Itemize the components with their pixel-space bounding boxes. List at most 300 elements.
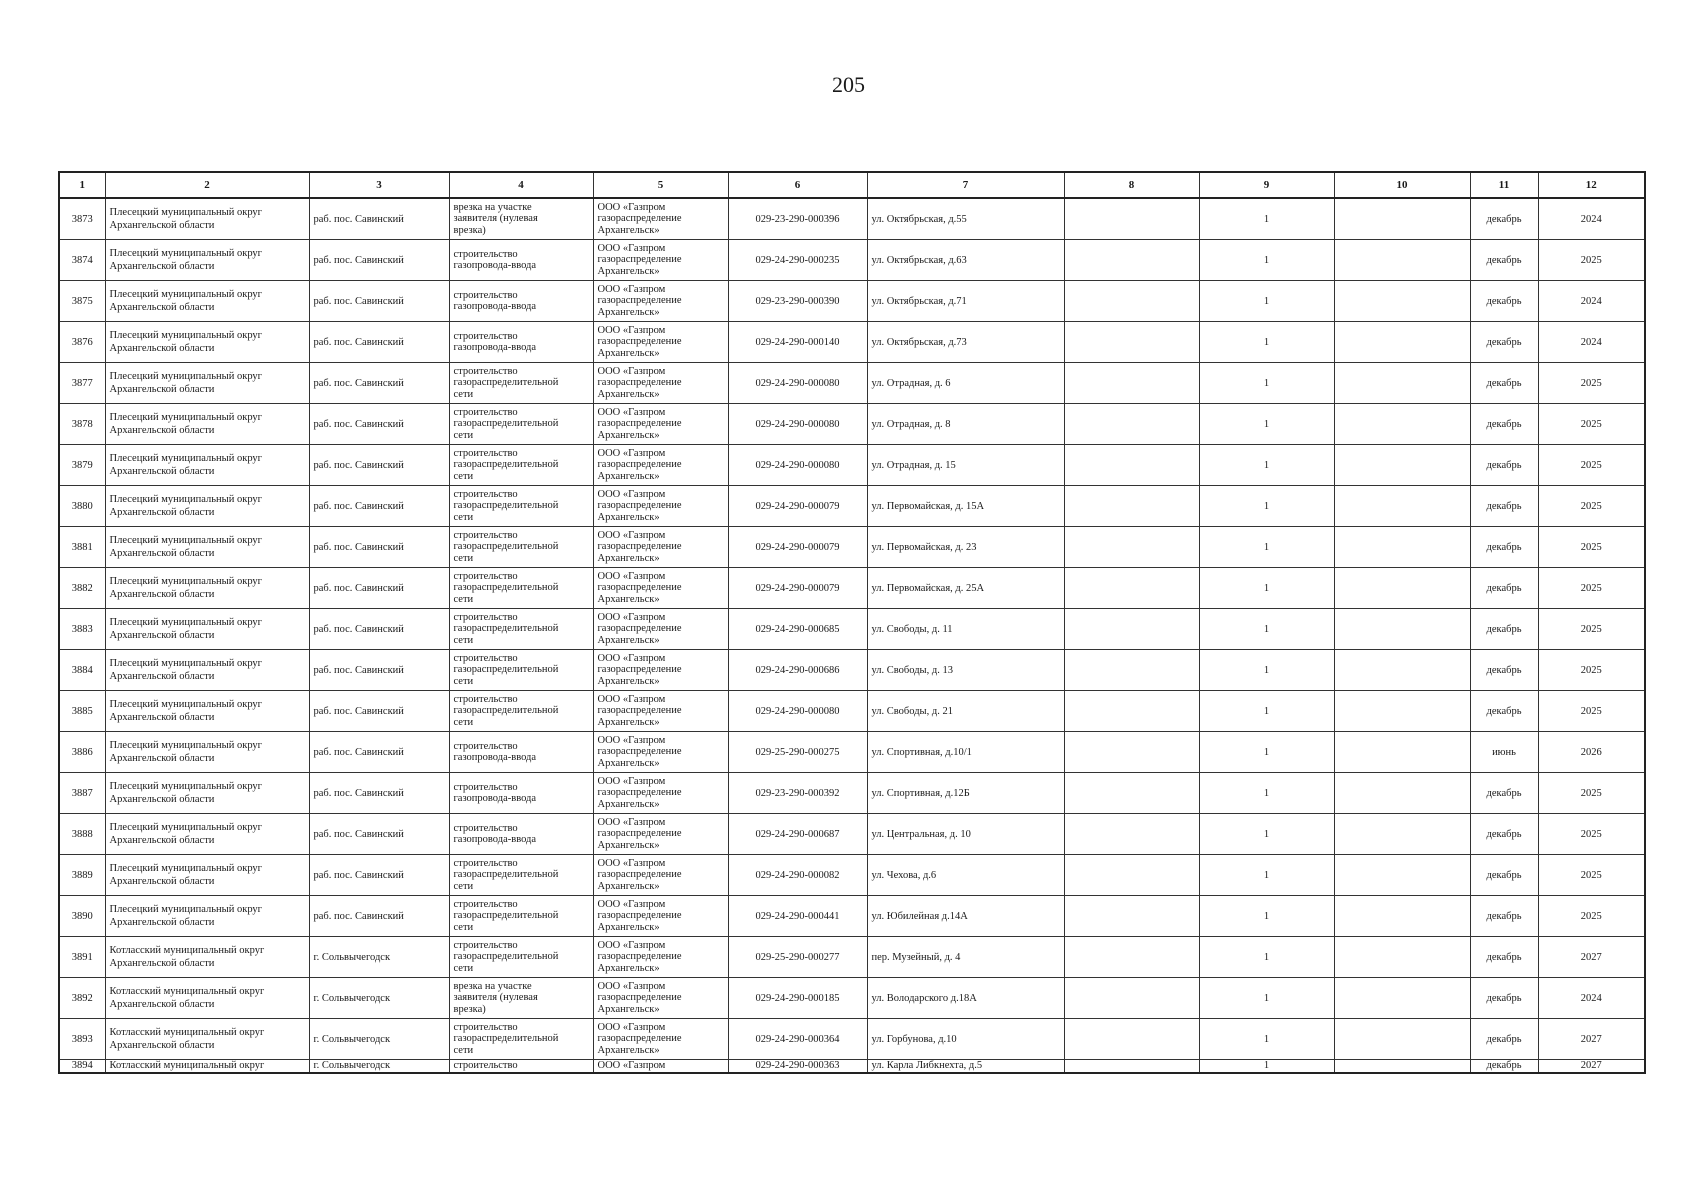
column-8-cell <box>1064 609 1199 650</box>
work-type-cell: строительство газораспределительной сети <box>449 1019 593 1060</box>
municipality-cell: Плесецкий муниципальный округ Архангельской области <box>105 322 309 363</box>
work-type-cell: строительство газораспределительной сети <box>449 404 593 445</box>
count-cell: 1 <box>1199 691 1334 732</box>
year-cell: 2025 <box>1538 527 1645 568</box>
work-type-cell: строительство газопровода-ввода <box>449 281 593 322</box>
column-10-cell <box>1334 855 1470 896</box>
address-cell: ул. Горбунова, д.10 <box>867 1019 1064 1060</box>
municipality-cell: Плесецкий муниципальный округ Архангельской области <box>105 732 309 773</box>
organization-cell: ООО «Газпром газораспределение Архангельск» <box>593 404 728 445</box>
year-cell: 2025 <box>1538 486 1645 527</box>
row-number: 3888 <box>59 814 105 855</box>
address-cell: ул. Октябрьская, д.73 <box>867 322 1064 363</box>
table-row <box>59 855 1645 896</box>
column-8-cell <box>1064 404 1199 445</box>
municipality-cell: Плесецкий муниципальный округ Архангельской области <box>105 404 309 445</box>
municipality-cell: Плесецкий муниципальный округ Архангельской области <box>105 568 309 609</box>
locality-cell: раб. пос. Савинский <box>309 609 449 650</box>
year-cell: 2025 <box>1538 650 1645 691</box>
row-number: 3878 <box>59 404 105 445</box>
application-code-cell: 029-24-290-000364 <box>728 1019 867 1060</box>
column-header-2: 2 <box>105 172 309 198</box>
year-cell: 2025 <box>1538 896 1645 937</box>
locality-cell: раб. пос. Савинский <box>309 240 449 281</box>
column-10-cell <box>1334 691 1470 732</box>
address-cell: ул. Юбилейная д.14А <box>867 896 1064 937</box>
column-8-cell <box>1064 281 1199 322</box>
municipality-cell: Плесецкий муниципальный округ Архангельской области <box>105 691 309 732</box>
table-row <box>59 650 1645 691</box>
work-type-cell: строительство газораспределительной сети <box>449 937 593 978</box>
column-10-cell <box>1334 568 1470 609</box>
row-number: 3883 <box>59 609 105 650</box>
column-header-7: 7 <box>867 172 1064 198</box>
work-type-cell: строительство <box>449 1060 593 1074</box>
organization-cell: ООО «Газпром газораспределение Архангельск» <box>593 322 728 363</box>
municipality-cell: Котласский муниципальный округ Архангельской области <box>105 978 309 1019</box>
column-8-cell <box>1064 937 1199 978</box>
table-row <box>59 198 1645 240</box>
table-body <box>59 198 1645 1073</box>
row-number: 3889 <box>59 855 105 896</box>
table-row <box>59 732 1645 773</box>
organization-cell: ООО «Газпром <box>593 1060 728 1074</box>
table-row <box>59 281 1645 322</box>
application-code-cell: 029-24-290-000363 <box>728 1060 867 1074</box>
count-cell: 1 <box>1199 1019 1334 1060</box>
application-code-cell: 029-24-290-000686 <box>728 650 867 691</box>
year-cell: 2025 <box>1538 609 1645 650</box>
month-cell: декабрь <box>1470 281 1538 322</box>
organization-cell: ООО «Газпром газораспределение Архангельск» <box>593 896 728 937</box>
column-10-cell <box>1334 486 1470 527</box>
table-row <box>59 240 1645 281</box>
locality-cell: раб. пос. Савинский <box>309 732 449 773</box>
row-number: 3873 <box>59 198 105 240</box>
municipality-cell: Плесецкий муниципальный округ Архангельской области <box>105 527 309 568</box>
month-cell: декабрь <box>1470 814 1538 855</box>
column-10-cell <box>1334 609 1470 650</box>
table-row <box>59 363 1645 404</box>
locality-cell: г. Сольвычегодск <box>309 1019 449 1060</box>
locality-cell: раб. пос. Савинский <box>309 486 449 527</box>
organization-cell: ООО «Газпром газораспределение Архангельск» <box>593 691 728 732</box>
locality-cell: раб. пос. Савинский <box>309 404 449 445</box>
address-cell: ул. Центральная, д. 10 <box>867 814 1064 855</box>
year-cell: 2025 <box>1538 855 1645 896</box>
column-10-cell <box>1334 527 1470 568</box>
address-cell: ул. Первомайская, д. 15А <box>867 486 1064 527</box>
count-cell: 1 <box>1199 937 1334 978</box>
year-cell: 2024 <box>1538 322 1645 363</box>
row-number: 3885 <box>59 691 105 732</box>
column-10-cell <box>1334 198 1470 240</box>
table-row <box>59 445 1645 486</box>
count-cell: 1 <box>1199 568 1334 609</box>
locality-cell: г. Сольвычегодск <box>309 1060 449 1074</box>
address-cell: ул. Спортивная, д.12Б <box>867 773 1064 814</box>
count-cell: 1 <box>1199 240 1334 281</box>
address-cell: ул. Володарского д.18А <box>867 978 1064 1019</box>
column-8-cell <box>1064 978 1199 1019</box>
locality-cell: г. Сольвычегодск <box>309 978 449 1019</box>
month-cell: декабрь <box>1470 978 1538 1019</box>
column-header-12: 12 <box>1538 172 1645 198</box>
row-number: 3876 <box>59 322 105 363</box>
municipality-cell: Плесецкий муниципальный округ Архангельской области <box>105 896 309 937</box>
organization-cell: ООО «Газпром газораспределение Архангельск» <box>593 855 728 896</box>
address-cell: ул. Октябрьская, д.63 <box>867 240 1064 281</box>
application-code-cell: 029-24-290-000685 <box>728 609 867 650</box>
month-cell: декабрь <box>1470 568 1538 609</box>
count-cell: 1 <box>1199 281 1334 322</box>
row-number: 3881 <box>59 527 105 568</box>
count-cell: 1 <box>1199 486 1334 527</box>
table-row <box>59 527 1645 568</box>
municipality-cell: Плесецкий муниципальный округ Архангельской области <box>105 814 309 855</box>
column-10-cell <box>1334 363 1470 404</box>
application-code-cell: 029-23-290-000392 <box>728 773 867 814</box>
municipality-cell: Плесецкий муниципальный округ Архангельской области <box>105 609 309 650</box>
work-type-cell: строительство газораспределительной сети <box>449 855 593 896</box>
organization-cell: ООО «Газпром газораспределение Архангельск» <box>593 363 728 404</box>
count-cell: 1 <box>1199 198 1334 240</box>
work-type-cell: строительство газораспределительной сети <box>449 691 593 732</box>
column-8-cell <box>1064 568 1199 609</box>
column-8-cell <box>1064 198 1199 240</box>
work-type-cell: врезка на участке заявителя (нулевая врезка) <box>449 978 593 1019</box>
month-cell: декабрь <box>1470 896 1538 937</box>
column-8-cell <box>1064 896 1199 937</box>
month-cell: декабрь <box>1470 527 1538 568</box>
month-cell: декабрь <box>1470 691 1538 732</box>
column-header-1: 1 <box>59 172 105 198</box>
count-cell: 1 <box>1199 1060 1334 1074</box>
year-cell: 2025 <box>1538 814 1645 855</box>
address-cell: ул. Чехова, д.6 <box>867 855 1064 896</box>
column-header-11: 11 <box>1470 172 1538 198</box>
month-cell: декабрь <box>1470 650 1538 691</box>
address-cell: ул. Спортивная, д.10/1 <box>867 732 1064 773</box>
locality-cell: раб. пос. Савинский <box>309 691 449 732</box>
locality-cell: г. Сольвычегодск <box>309 937 449 978</box>
month-cell: декабрь <box>1470 404 1538 445</box>
row-number: 3880 <box>59 486 105 527</box>
organization-cell: ООО «Газпром газораспределение Архангельск» <box>593 814 728 855</box>
address-cell: ул. Октябрьская, д.71 <box>867 281 1064 322</box>
register-table <box>58 171 1646 1074</box>
column-10-cell <box>1334 773 1470 814</box>
column-8-cell <box>1064 486 1199 527</box>
address-cell: ул. Отрадная, д. 6 <box>867 363 1064 404</box>
municipality-cell: Котласский муниципальный округ Архангельской области <box>105 937 309 978</box>
column-10-cell <box>1334 732 1470 773</box>
work-type-cell: строительство газораспределительной сети <box>449 568 593 609</box>
address-cell: ул. Карла Либкнехта, д.5 <box>867 1060 1064 1074</box>
count-cell: 1 <box>1199 978 1334 1019</box>
row-number: 3891 <box>59 937 105 978</box>
column-8-cell <box>1064 1060 1199 1074</box>
count-cell: 1 <box>1199 896 1334 937</box>
work-type-cell: строительство газораспределительной сети <box>449 650 593 691</box>
municipality-cell: Котласский муниципальный округ Архангельской области <box>105 1019 309 1060</box>
month-cell: декабрь <box>1470 322 1538 363</box>
year-cell: 2027 <box>1538 1019 1645 1060</box>
work-type-cell: строительство газораспределительной сети <box>449 486 593 527</box>
year-cell: 2024 <box>1538 198 1645 240</box>
month-cell: июнь <box>1470 732 1538 773</box>
application-code-cell: 029-24-290-000235 <box>728 240 867 281</box>
column-8-cell <box>1064 732 1199 773</box>
header-row <box>59 172 1645 198</box>
row-number: 3894 <box>59 1060 105 1074</box>
address-cell: ул. Октябрьская, д.55 <box>867 198 1064 240</box>
row-number: 3884 <box>59 650 105 691</box>
organization-cell: ООО «Газпром газораспределение Архангельск» <box>593 568 728 609</box>
column-10-cell <box>1334 978 1470 1019</box>
page-number: 205 <box>832 72 865 97</box>
row-number: 3882 <box>59 568 105 609</box>
table-row <box>59 1060 1645 1074</box>
application-code-cell: 029-25-290-000277 <box>728 937 867 978</box>
application-code-cell: 029-24-290-000140 <box>728 322 867 363</box>
row-number: 3887 <box>59 773 105 814</box>
month-cell: декабрь <box>1470 363 1538 404</box>
month-cell: декабрь <box>1470 445 1538 486</box>
row-number: 3877 <box>59 363 105 404</box>
month-cell: декабрь <box>1470 1019 1538 1060</box>
column-10-cell <box>1334 937 1470 978</box>
month-cell: декабрь <box>1470 1060 1538 1074</box>
application-code-cell: 029-24-290-000080 <box>728 404 867 445</box>
application-code-cell: 029-24-290-000687 <box>728 814 867 855</box>
column-8-cell <box>1064 773 1199 814</box>
month-cell: декабрь <box>1470 198 1538 240</box>
locality-cell: раб. пос. Савинский <box>309 896 449 937</box>
year-cell: 2025 <box>1538 404 1645 445</box>
table-row <box>59 773 1645 814</box>
count-cell: 1 <box>1199 650 1334 691</box>
application-code-cell: 029-24-290-000082 <box>728 855 867 896</box>
work-type-cell: строительство газораспределительной сети <box>449 609 593 650</box>
column-header-8: 8 <box>1064 172 1199 198</box>
table-row <box>59 978 1645 1019</box>
row-number: 3893 <box>59 1019 105 1060</box>
column-10-cell <box>1334 1060 1470 1074</box>
row-number: 3886 <box>59 732 105 773</box>
year-cell: 2024 <box>1538 281 1645 322</box>
address-cell: ул. Первомайская, д. 25А <box>867 568 1064 609</box>
month-cell: декабрь <box>1470 773 1538 814</box>
organization-cell: ООО «Газпром газораспределение Архангельск» <box>593 609 728 650</box>
work-type-cell: врезка на участке заявителя (нулевая врезка) <box>449 198 593 240</box>
month-cell: декабрь <box>1470 486 1538 527</box>
locality-cell: раб. пос. Савинский <box>309 363 449 404</box>
municipality-cell: Плесецкий муниципальный округ Архангельской области <box>105 773 309 814</box>
locality-cell: раб. пос. Савинский <box>309 281 449 322</box>
organization-cell: ООО «Газпром газораспределение Архангельск» <box>593 281 728 322</box>
locality-cell: раб. пос. Савинский <box>309 650 449 691</box>
table-row <box>59 814 1645 855</box>
address-cell: ул. Отрадная, д. 15 <box>867 445 1064 486</box>
municipality-cell: Плесецкий муниципальный округ Архангельской области <box>105 281 309 322</box>
work-type-cell: строительство газораспределительной сети <box>449 896 593 937</box>
address-cell: ул. Свободы, д. 21 <box>867 691 1064 732</box>
count-cell: 1 <box>1199 363 1334 404</box>
count-cell: 1 <box>1199 814 1334 855</box>
column-header-6: 6 <box>728 172 867 198</box>
column-10-cell <box>1334 650 1470 691</box>
work-type-cell: строительство газопровода-ввода <box>449 322 593 363</box>
organization-cell: ООО «Газпром газораспределение Архангельск» <box>593 650 728 691</box>
application-code-cell: 029-24-290-000080 <box>728 445 867 486</box>
organization-cell: ООО «Газпром газораспределение Архангельск» <box>593 486 728 527</box>
column-10-cell <box>1334 240 1470 281</box>
year-cell: 2024 <box>1538 978 1645 1019</box>
application-code-cell: 029-24-290-000079 <box>728 486 867 527</box>
address-cell: ул. Отрадная, д. 8 <box>867 404 1064 445</box>
table-row <box>59 404 1645 445</box>
organization-cell: ООО «Газпром газораспределение Архангельск» <box>593 937 728 978</box>
municipality-cell: Плесецкий муниципальный округ Архангельской области <box>105 445 309 486</box>
row-number: 3879 <box>59 445 105 486</box>
municipality-cell: Плесецкий муниципальный округ Архангельской области <box>105 363 309 404</box>
table-row <box>59 1019 1645 1060</box>
address-cell: ул. Свободы, д. 11 <box>867 609 1064 650</box>
column-10-cell <box>1334 445 1470 486</box>
table-row <box>59 609 1645 650</box>
count-cell: 1 <box>1199 527 1334 568</box>
application-code-cell: 029-24-290-000441 <box>728 896 867 937</box>
count-cell: 1 <box>1199 732 1334 773</box>
work-type-cell: строительство газораспределительной сети <box>449 445 593 486</box>
table-row <box>59 937 1645 978</box>
month-cell: декабрь <box>1470 609 1538 650</box>
row-number: 3892 <box>59 978 105 1019</box>
locality-cell: раб. пос. Савинский <box>309 527 449 568</box>
locality-cell: раб. пос. Савинский <box>309 198 449 240</box>
municipality-cell: Плесецкий муниципальный округ Архангельской области <box>105 855 309 896</box>
organization-cell: ООО «Газпром газораспределение Архангельск» <box>593 445 728 486</box>
year-cell: 2025 <box>1538 773 1645 814</box>
year-cell: 2027 <box>1538 1060 1645 1074</box>
locality-cell: раб. пос. Савинский <box>309 568 449 609</box>
column-8-cell <box>1064 691 1199 732</box>
count-cell: 1 <box>1199 855 1334 896</box>
organization-cell: ООО «Газпром газораспределение Архангельск» <box>593 240 728 281</box>
month-cell: декабрь <box>1470 937 1538 978</box>
organization-cell: ООО «Газпром газораспределение Архангельск» <box>593 773 728 814</box>
table-row <box>59 322 1645 363</box>
work-type-cell: строительство газораспределительной сети <box>449 527 593 568</box>
work-type-cell: строительство газопровода-ввода <box>449 732 593 773</box>
municipality-cell: Плесецкий муниципальный округ Архангельской области <box>105 650 309 691</box>
application-code-cell: 029-24-290-000079 <box>728 527 867 568</box>
application-code-cell: 029-24-290-000185 <box>728 978 867 1019</box>
table-row <box>59 568 1645 609</box>
work-type-cell: строительство газопровода-ввода <box>449 240 593 281</box>
municipality-cell: Плесецкий муниципальный округ Архангельской области <box>105 486 309 527</box>
organization-cell: ООО «Газпром газораспределение Архангельск» <box>593 732 728 773</box>
month-cell: декабрь <box>1470 240 1538 281</box>
column-8-cell <box>1064 814 1199 855</box>
municipality-cell: Котласский муниципальный округ <box>105 1060 309 1074</box>
application-code-cell: 029-23-290-000396 <box>728 198 867 240</box>
column-10-cell <box>1334 404 1470 445</box>
column-8-cell <box>1064 650 1199 691</box>
address-cell: пер. Музейный, д. 4 <box>867 937 1064 978</box>
column-8-cell <box>1064 445 1199 486</box>
year-cell: 2025 <box>1538 445 1645 486</box>
count-cell: 1 <box>1199 322 1334 363</box>
column-10-cell <box>1334 322 1470 363</box>
locality-cell: раб. пос. Савинский <box>309 814 449 855</box>
column-header-4: 4 <box>449 172 593 198</box>
column-10-cell <box>1334 281 1470 322</box>
column-8-cell <box>1064 855 1199 896</box>
table-row <box>59 691 1645 732</box>
year-cell: 2025 <box>1538 568 1645 609</box>
application-code-cell: 029-24-290-000080 <box>728 691 867 732</box>
row-number: 3875 <box>59 281 105 322</box>
column-header-9: 9 <box>1199 172 1334 198</box>
organization-cell: ООО «Газпром газораспределение Архангельск» <box>593 1019 728 1060</box>
organization-cell: ООО «Газпром газораспределение Архангельск» <box>593 978 728 1019</box>
row-number: 3890 <box>59 896 105 937</box>
locality-cell: раб. пос. Савинский <box>309 322 449 363</box>
month-cell: декабрь <box>1470 855 1538 896</box>
year-cell: 2026 <box>1538 732 1645 773</box>
row-number: 3874 <box>59 240 105 281</box>
count-cell: 1 <box>1199 609 1334 650</box>
municipality-cell: Плесецкий муниципальный округ Архангельской области <box>105 240 309 281</box>
municipality-cell: Плесецкий муниципальный округ Архангельской области <box>105 198 309 240</box>
locality-cell: раб. пос. Савинский <box>309 445 449 486</box>
count-cell: 1 <box>1199 773 1334 814</box>
organization-cell: ООО «Газпром газораспределение Архангельск» <box>593 527 728 568</box>
column-10-cell <box>1334 896 1470 937</box>
work-type-cell: строительство газораспределительной сети <box>449 363 593 404</box>
table-row <box>59 486 1645 527</box>
column-8-cell <box>1064 240 1199 281</box>
year-cell: 2025 <box>1538 363 1645 404</box>
locality-cell: раб. пос. Савинский <box>309 855 449 896</box>
application-code-cell: 029-24-290-000079 <box>728 568 867 609</box>
application-code-cell: 029-24-290-000080 <box>728 363 867 404</box>
column-8-cell <box>1064 1019 1199 1060</box>
column-header-3: 3 <box>309 172 449 198</box>
column-header-10: 10 <box>1334 172 1470 198</box>
year-cell: 2025 <box>1538 691 1645 732</box>
year-cell: 2025 <box>1538 240 1645 281</box>
column-10-cell <box>1334 814 1470 855</box>
table-row <box>59 896 1645 937</box>
organization-cell: ООО «Газпром газораспределение Архангельск» <box>593 198 728 240</box>
application-code-cell: 029-25-290-000275 <box>728 732 867 773</box>
work-type-cell: строительство газопровода-ввода <box>449 814 593 855</box>
count-cell: 1 <box>1199 404 1334 445</box>
column-8-cell <box>1064 527 1199 568</box>
address-cell: ул. Первомайская, д. 23 <box>867 527 1064 568</box>
address-cell: ул. Свободы, д. 13 <box>867 650 1064 691</box>
locality-cell: раб. пос. Савинский <box>309 773 449 814</box>
year-cell: 2027 <box>1538 937 1645 978</box>
column-header-5: 5 <box>593 172 728 198</box>
column-10-cell <box>1334 1019 1470 1060</box>
work-type-cell: строительство газопровода-ввода <box>449 773 593 814</box>
application-code-cell: 029-23-290-000390 <box>728 281 867 322</box>
count-cell: 1 <box>1199 445 1334 486</box>
